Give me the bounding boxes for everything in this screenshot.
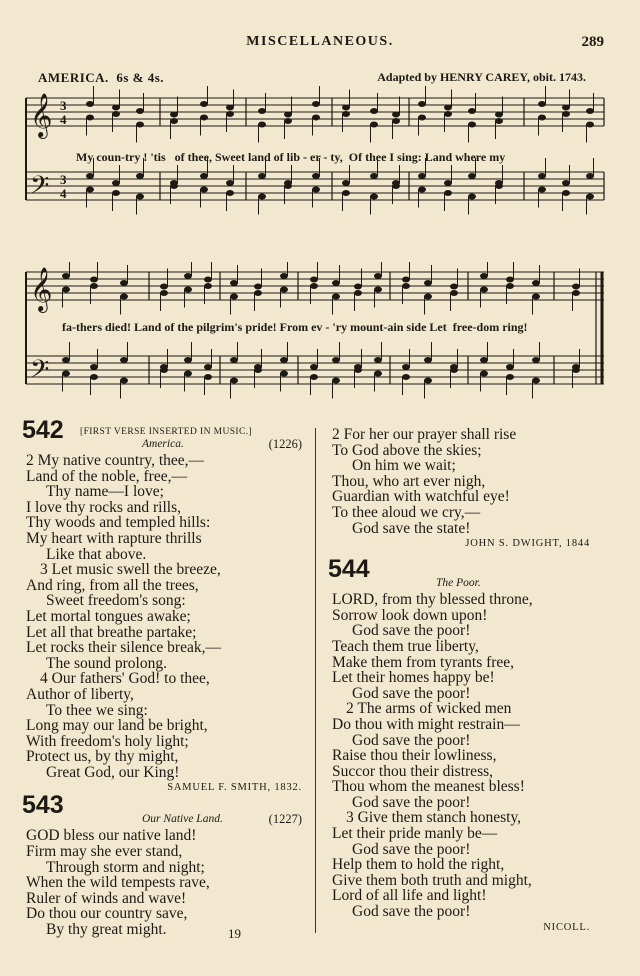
notehead	[284, 183, 292, 189]
notehead	[310, 277, 318, 283]
notehead	[538, 101, 546, 107]
hymn-line: Give them both truth and might,	[332, 871, 532, 889]
notehead	[342, 180, 350, 186]
notehead	[468, 194, 476, 200]
hymn-line: God save the poor!	[352, 793, 471, 811]
notehead	[402, 374, 410, 380]
hymn-543-continued-lines	[332, 427, 590, 536]
notehead	[226, 105, 234, 111]
notehead	[112, 180, 120, 186]
notehead	[538, 115, 546, 121]
hymn-542-lines	[26, 453, 302, 780]
notehead	[424, 294, 432, 300]
notehead	[184, 371, 192, 377]
hymn-line: Teach them true liberty,	[332, 637, 479, 655]
notehead	[532, 280, 540, 286]
notehead	[310, 374, 318, 380]
notehead	[562, 111, 570, 117]
notehead	[532, 378, 540, 384]
hymn-code: (1226)	[268, 437, 302, 451]
hymn-code: (1227)	[268, 812, 302, 827]
notehead	[418, 101, 426, 107]
notehead	[120, 378, 128, 384]
notehead	[562, 105, 570, 111]
hymn-line: I love thy rocks and rills,	[26, 498, 181, 516]
notehead	[332, 378, 340, 384]
hymn-544-header	[328, 555, 590, 592]
hymn-line: Let their pride manly be—	[332, 825, 498, 843]
hymn-line: On him we wait;	[352, 457, 456, 475]
notehead	[444, 105, 452, 111]
notehead	[136, 173, 144, 179]
svg-text:3: 3	[60, 172, 67, 187]
notehead	[586, 194, 594, 200]
notehead	[120, 280, 128, 286]
treble-clef: 𝄞	[30, 95, 53, 137]
hymn-line: Protect us, by thy might,	[26, 748, 179, 766]
notehead	[506, 283, 514, 289]
notehead	[495, 118, 503, 124]
music-system-2	[24, 262, 608, 412]
notehead	[418, 187, 426, 193]
notehead	[572, 367, 580, 373]
notehead	[495, 112, 503, 118]
notehead	[342, 105, 350, 111]
hymn-line: 2 The arms of wicked men	[346, 700, 512, 718]
notehead	[230, 294, 238, 300]
notehead	[370, 108, 378, 114]
notehead	[354, 284, 362, 290]
hymn-line: GOD bless our native land!	[26, 827, 197, 845]
notehead	[62, 273, 70, 279]
tune-name-meter	[38, 70, 164, 86]
hymn-543-header	[22, 791, 302, 828]
notehead	[506, 374, 514, 380]
notehead	[280, 357, 288, 363]
notehead	[170, 112, 178, 118]
notehead	[532, 294, 540, 300]
hymn-line: Firm may she ever stand,	[26, 843, 183, 861]
notehead	[136, 122, 144, 128]
notehead	[480, 273, 488, 279]
hymn-line: Make them from tyrants free,	[332, 653, 515, 671]
column-divider	[315, 428, 316, 933]
notehead	[332, 294, 340, 300]
hymn-line: Lord of all life and light!	[332, 887, 487, 905]
bass-clef: 𝄢	[30, 172, 50, 205]
notehead	[136, 194, 144, 200]
notehead	[184, 357, 192, 363]
notehead	[370, 173, 378, 179]
hymn-line: 4 Our fathers' God! to thee,	[40, 670, 210, 688]
hymn-line: Sorrow look down upon!	[332, 606, 488, 624]
hymn-line: When the wild tempests rave,	[26, 874, 210, 892]
notehead	[284, 118, 292, 124]
hymn-line: Great God, our King!	[46, 763, 180, 781]
notehead	[392, 183, 400, 189]
notehead	[480, 371, 488, 377]
notehead	[312, 187, 320, 193]
notehead	[450, 290, 458, 296]
hymn-line: To thee aloud we cry,—	[332, 503, 481, 521]
hymn-line: To God above the skies;	[332, 441, 482, 459]
hymn-note: [FIRST VERSE INSERTED IN MUSIC.]	[80, 427, 253, 437]
hymn-line: LORD, from thy blessed throne,	[332, 591, 533, 609]
notehead	[200, 173, 208, 179]
tune-meter: 6s & 4s.	[116, 70, 165, 85]
hymn-line: Raise thou their lowliness,	[332, 747, 497, 765]
notehead	[204, 283, 212, 289]
hymn-line: Guardian with watchful eye!	[332, 488, 510, 506]
notehead	[120, 294, 128, 300]
notehead	[170, 118, 178, 124]
notehead	[230, 357, 238, 363]
page-number: 289	[581, 34, 604, 50]
notehead	[312, 101, 320, 107]
hymn-number: 542	[22, 416, 64, 444]
notehead	[90, 283, 98, 289]
hymn-line: Let rocks their silence break,—	[26, 639, 221, 657]
signature-mark: 19	[228, 926, 241, 941]
notehead	[200, 115, 208, 121]
left-column	[22, 416, 302, 939]
notehead	[204, 374, 212, 380]
notehead	[160, 284, 168, 290]
notehead	[258, 173, 266, 179]
notehead	[586, 173, 594, 179]
notehead	[450, 367, 458, 373]
tune-name: AMERICA.	[38, 70, 109, 85]
hymn-line: Land of the noble, free,—	[26, 467, 187, 485]
hymn-line: Sweet freedom's song:	[46, 592, 186, 610]
notehead	[312, 173, 320, 179]
notehead	[284, 112, 292, 118]
hymn-line: 2 For her our prayer shall rise	[332, 426, 517, 443]
hymn-author: JOHN S. DWIGHT, 1844	[465, 538, 590, 550]
notehead	[280, 371, 288, 377]
notehead	[112, 111, 120, 117]
notehead	[562, 190, 570, 196]
hymn-line: God save the poor!	[352, 684, 471, 702]
notehead	[184, 273, 192, 279]
notehead	[310, 283, 318, 289]
hymn-542-header	[22, 416, 302, 453]
right-column	[328, 426, 590, 936]
svg-text:4: 4	[60, 186, 67, 201]
hymn-line: The sound prolong.	[46, 654, 167, 672]
notehead	[280, 287, 288, 293]
notehead	[444, 111, 452, 117]
notehead	[332, 280, 340, 286]
notehead	[480, 287, 488, 293]
notehead	[402, 283, 410, 289]
notehead	[374, 357, 382, 363]
hymn-544-lines	[332, 592, 590, 919]
notehead	[90, 277, 98, 283]
notehead	[468, 122, 476, 128]
hymn-line: By thy great might.	[46, 921, 167, 939]
hymn-line: Thy woods and templed hills:	[26, 514, 211, 532]
notehead	[418, 173, 426, 179]
notehead	[424, 357, 432, 363]
notehead	[370, 194, 378, 200]
hymn-line: Thou, who art ever nigh,	[332, 472, 486, 490]
notehead	[258, 194, 266, 200]
notehead	[444, 190, 452, 196]
notehead	[450, 284, 458, 290]
hymn-line: Do thou with might restrain—	[332, 715, 520, 733]
hymn-line: 2 My native country, thee,—	[26, 452, 205, 469]
notehead	[374, 287, 382, 293]
notehead	[538, 173, 546, 179]
hymn-line: Let all that breathe partake;	[26, 623, 197, 641]
hymn-line: And ring, from all the trees,	[26, 576, 199, 594]
notehead	[62, 287, 70, 293]
notehead	[310, 364, 318, 370]
notehead	[86, 101, 94, 107]
notehead	[354, 290, 362, 296]
hymn-number: 543	[22, 791, 64, 820]
notehead	[160, 367, 168, 373]
notehead	[424, 280, 432, 286]
hymn-number: 544	[328, 555, 370, 584]
hymn-line: Ruler of winds and wave!	[26, 889, 187, 907]
notehead	[374, 371, 382, 377]
notehead	[572, 290, 580, 296]
notehead	[468, 173, 476, 179]
notehead	[86, 173, 94, 179]
notehead	[468, 108, 476, 114]
hymn-line: Succor thou their distress,	[332, 762, 494, 780]
notehead	[200, 101, 208, 107]
notehead	[586, 108, 594, 114]
notehead	[332, 357, 340, 363]
notehead	[354, 367, 362, 373]
notehead	[424, 378, 432, 384]
notehead	[86, 115, 94, 121]
hymn-line: Thy name—I love;	[46, 483, 164, 501]
hymn-line: Let mortal tongues awake;	[26, 607, 191, 625]
notehead	[258, 122, 266, 128]
notehead	[402, 277, 410, 283]
notehead	[160, 290, 168, 296]
hymn-line: Let their homes happy be!	[332, 669, 495, 687]
notehead	[586, 122, 594, 128]
hymn-line: Do thou our country save,	[26, 905, 188, 923]
hymn-line: God save the poor!	[352, 840, 471, 858]
notehead	[342, 190, 350, 196]
notehead	[230, 378, 238, 384]
notehead	[572, 284, 580, 290]
hymn-543-lines	[26, 828, 302, 937]
hymn-author: NICOLL.	[543, 921, 590, 933]
time-signature: 3	[60, 98, 67, 113]
notehead	[562, 180, 570, 186]
bass-clef-2: 𝄢	[30, 356, 50, 389]
hymn-line: God save the poor!	[352, 731, 471, 749]
notehead	[402, 364, 410, 370]
notehead	[374, 273, 382, 279]
hymn-line: Thou whom the meanest bless!	[332, 778, 525, 796]
notehead	[90, 374, 98, 380]
notehead	[254, 284, 262, 290]
hymn-line: Help them to hold the right,	[332, 856, 505, 874]
notehead	[418, 115, 426, 121]
notehead	[90, 364, 98, 370]
notehead	[120, 357, 128, 363]
notehead	[204, 277, 212, 283]
notehead	[480, 357, 488, 363]
page-section-title: MISCELLANEOUS.	[246, 34, 394, 49]
notehead	[230, 280, 238, 286]
hymn-line: My heart with rapture thrills	[26, 529, 202, 547]
music-lyrics-line-2: fa-thers died! Land of the pilgrim's pride! From ev - 'ry mount-ain side Let free-dom ring!	[62, 320, 528, 334]
notehead	[136, 108, 144, 114]
tune-credit: Adapted by HENRY CAREY, obit. 1743.	[377, 70, 586, 84]
hymn-line: Like that above.	[46, 545, 147, 563]
notehead	[200, 187, 208, 193]
hymn-line: With freedom's holy light;	[26, 732, 189, 750]
hymn-line: God save the poor!	[352, 622, 471, 640]
hymn-line: Long may our land be bright,	[26, 717, 208, 735]
notehead	[226, 180, 234, 186]
notehead	[495, 183, 503, 189]
notehead	[62, 357, 70, 363]
notehead	[62, 371, 70, 377]
notehead	[254, 367, 262, 373]
music-lyrics-line-1: My coun-try ! 'tis of thee, Sweet land of lib - er - ty, Of thee I sing: Land where my	[76, 150, 506, 164]
notehead	[112, 190, 120, 196]
hymn-line: Through storm and night;	[46, 858, 205, 876]
svg-text:4: 4	[60, 112, 67, 127]
notehead	[342, 111, 350, 117]
hymn-line: 3 Give them stanch honesty,	[346, 809, 522, 827]
notehead	[112, 105, 120, 111]
hymn-line: To thee we sing:	[46, 701, 148, 719]
notehead	[86, 187, 94, 193]
notehead	[506, 364, 514, 370]
hymn-author: SAMUEL F. SMITH, 1832.	[167, 782, 302, 794]
hymn-line: 3 Let music swell the breeze,	[40, 561, 221, 579]
notehead	[532, 357, 540, 363]
notehead	[254, 290, 262, 296]
notehead	[392, 118, 400, 124]
hymn-line: God save the state!	[352, 519, 471, 537]
notehead	[370, 122, 378, 128]
notehead	[312, 115, 320, 121]
notehead	[538, 187, 546, 193]
hymn-title: The Poor.	[436, 577, 481, 590]
treble-clef-2: 𝄞	[30, 269, 53, 311]
hymn-line: Author of liberty,	[26, 685, 134, 703]
notehead	[204, 364, 212, 370]
notehead	[258, 108, 266, 114]
notehead	[184, 287, 192, 293]
notehead	[280, 273, 288, 279]
notehead	[506, 277, 514, 283]
notehead	[392, 112, 400, 118]
notehead	[444, 180, 452, 186]
notehead	[226, 111, 234, 117]
hymn-title: Our Native Land.	[142, 813, 223, 826]
hymn-line: God save the poor!	[352, 903, 471, 921]
notehead	[170, 183, 178, 189]
notehead	[226, 190, 234, 196]
hymn-title: America.	[142, 438, 184, 450]
